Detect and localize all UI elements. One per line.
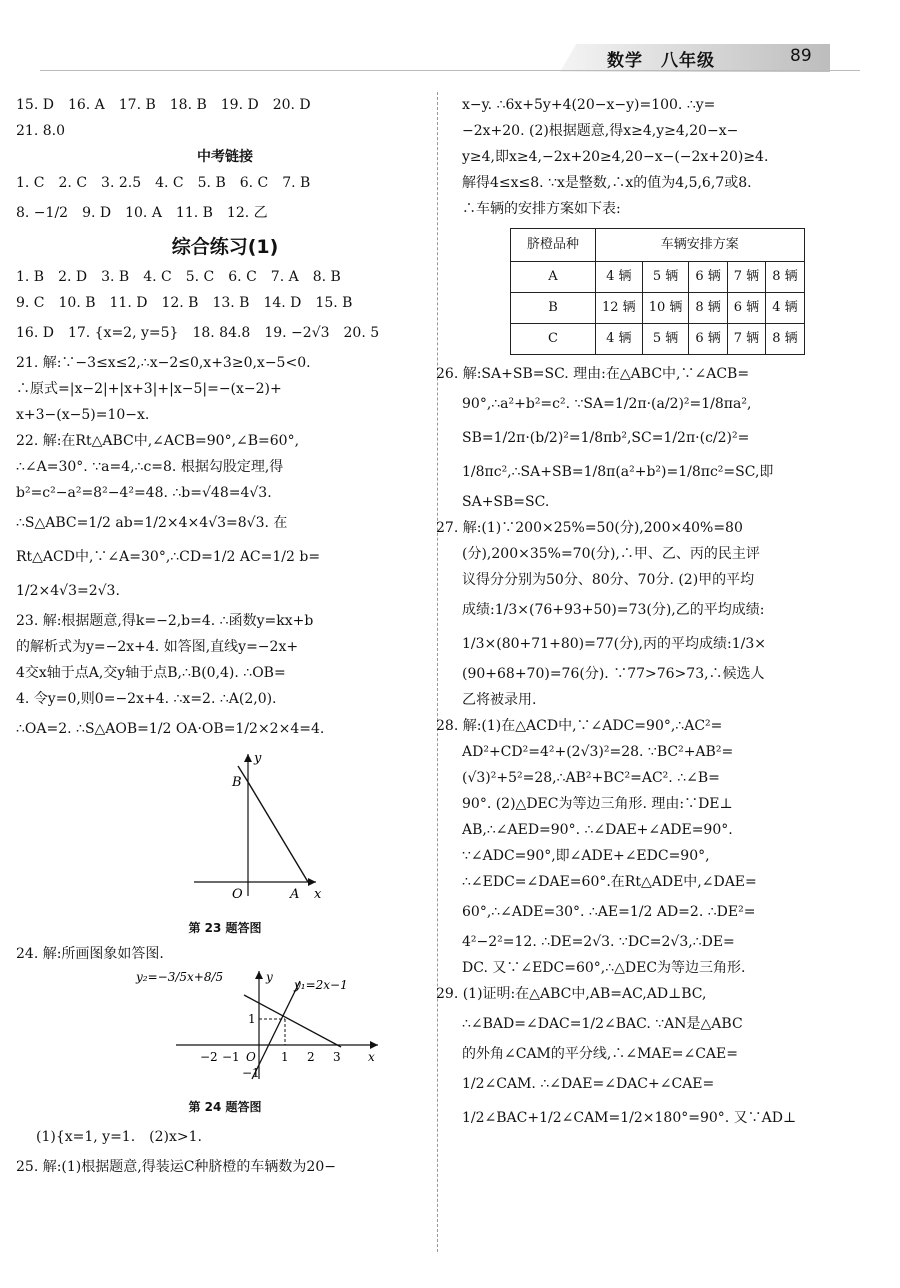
section-title-zhongkao: 中考链接 (197, 149, 253, 165)
solution-line: ∵∠ADC=90°,即∠ADE+∠EDC=90°, (462, 848, 710, 864)
table-cell: 6 辆 (689, 262, 727, 293)
fig23-line (248, 782, 308, 882)
solution-line: 21. 解:∵−3≤x≤2,∴x−2≤0,x+3≥0,x−5<0. (16, 355, 311, 371)
solution-line: (90+68+70)=76(分). ∵77>76>73,∴候选人 (462, 666, 765, 682)
fig24-tick: 1 (281, 1050, 289, 1064)
answer-line: 1. B 2. D 3. B 4. C 5. C 6. C 7. A 8. B (16, 269, 341, 285)
table-row (511, 324, 805, 355)
solution-line: 的外角∠CAM的平分线,∴∠MAE=∠CAE= (462, 1046, 738, 1062)
table-cell: C (511, 324, 596, 355)
solution-line: ∴原式=|x−2|+|x+3|+|x−5|=−(x−2)+ (16, 381, 282, 397)
solution-line: 4. 令y=0,则0=−2x+4. ∴x=2. ∴A(2,0). (16, 691, 277, 707)
solution-line: 成绩:1/3×(76+93+50)=73(分),乙的平均成绩: (462, 602, 765, 618)
solution-line: x+3−(x−5)=10−x. (16, 407, 150, 423)
solution-line: 1/2∠CAM. ∴∠DAE=∠DAC+∠CAE= (462, 1076, 715, 1092)
solution-line: (分),200×35%=70(分),∴甲、乙、丙的民主评 (462, 546, 760, 562)
solution-line: 90°. (2)△DEC为等边三角形. 理由:∵DE⊥ (462, 796, 733, 812)
solution-line: 1/8πc²,∴SA+SB=1/8π(a²+b²)=1/8πc²=SC,即 (462, 464, 774, 480)
solution-line: 90°,∴a²+b²=c². ∵SA=1/2π·(a/2)²=1/8πa², (462, 396, 752, 412)
fig24-tick: 2 (307, 1050, 315, 1064)
solution-line: 议得分分别为50分、80分、70分. (2)甲的平均 (462, 572, 755, 588)
solution-line: 1/3×(80+71+80)=77(分),丙的平均成绩:1/3× (462, 636, 766, 652)
left-column (16, 92, 434, 1180)
table-header-row (511, 229, 805, 262)
table-cell: 6 辆 (689, 324, 727, 355)
solution-line: ∴∠BAD=∠DAC=1/2∠BAC. ∵AN是△ABC (462, 1016, 743, 1032)
fig24-label-x: x (368, 1050, 375, 1064)
answer-line: 16. D 17. {x=2, y=5} 18. 84.8 19. −2√3 20. 5 (16, 325, 380, 341)
solution-line: (1){x=1, y=1. (2)x>1. (36, 1129, 202, 1145)
table-header: 车辆安排方案 (596, 229, 805, 262)
solution-line: ∴OA=2. ∴S△AOB=1/2 OA·OB=1/2×2×4=4. (16, 721, 325, 737)
fig23-x-arrow (308, 878, 316, 886)
fig24-tick: 3 (333, 1050, 341, 1064)
solution-line: 25. 解:(1)根据题意,得装运C种脐橙的车辆数为20− (16, 1159, 336, 1175)
solution-line: y≥4,即x≥4,−2x+20≥4,20−x−(−2x+20)≥4. (462, 149, 769, 165)
fig24-y-arrow (255, 971, 263, 979)
solution-line: 28. 解:(1)在△ACD中,∵∠ADC=90°,∴AC²= (436, 718, 723, 734)
fig23-label-O: O (232, 887, 243, 902)
fig23-label-y: y (254, 751, 262, 766)
fig24-tick: 1 (248, 1012, 256, 1026)
section-title-practice: 综合练习(1) (171, 236, 279, 258)
fig23-label-B: B (232, 775, 242, 790)
solution-line: DC. 又∵∠EDC=60°,∴△DEC为等边三角形. (462, 960, 746, 976)
answer-line: 8. −1/2 9. D 10. A 11. B 12. 乙 (16, 205, 268, 221)
table-cell: 6 辆 (727, 293, 765, 324)
solution-line: 4²−2²=12. ∴DE=2√3. ∵DC=2√3,∴DE= (462, 934, 735, 950)
fig24-tick: −1 (222, 1050, 240, 1064)
answer-line: 15. D 16. A 17. B 18. B 19. D 20. D (16, 97, 311, 113)
table-cell: 12 辆 (596, 293, 643, 324)
solution-line: 24. 解:所画图象如答图. (16, 946, 164, 962)
solution-line: 1/2∠BAC+1/2∠CAM=1/2×180°=90°. 又∵AD⊥ (462, 1110, 797, 1126)
table-cell: A (511, 262, 596, 293)
table-cell: 8 辆 (766, 262, 804, 293)
page-number: 89 (790, 46, 812, 66)
solution-line: Rt△ACD中,∵∠A=30°,∴CD=1/2 AC=1/2 b= (16, 549, 321, 565)
table-row (511, 293, 805, 324)
table-cell: 8 辆 (689, 293, 727, 324)
solution-line: 26. 解:SA+SB=SC. 理由:在△ABC中,∵∠ACB= (436, 366, 750, 382)
table-cell: 7 辆 (727, 324, 765, 355)
table-cell: 4 辆 (766, 293, 804, 324)
fig24-label-y: y (266, 970, 273, 984)
figure-23 (16, 746, 434, 906)
table-cell: 5 辆 (642, 324, 689, 355)
solution-line: ∴车辆的安排方案如下表: (462, 201, 621, 217)
table-cell: 8 辆 (766, 324, 804, 355)
solution-line: 60°,∴∠ADE=30°. ∴AE=1/2 AD=2. ∴DE²= (462, 904, 756, 920)
table-cell: 4 辆 (596, 324, 643, 355)
solution-line: ∴∠EDC=∠DAE=60°.在Rt△ADE中,∠DAE= (462, 874, 757, 890)
header-subject: 数学 八年级 (607, 51, 715, 71)
table-cell: B (511, 293, 596, 324)
fig23-label-x: x (314, 887, 322, 902)
fig24-label-y2: y₂=−3/5x+8/5 (136, 970, 224, 984)
solution-line: 22. 解:在Rt△ABC中,∠ACB=90°,∠B=60°, (16, 433, 300, 449)
table-row (511, 262, 805, 293)
table-cell: 10 辆 (642, 293, 689, 324)
table-cell: 5 辆 (642, 262, 689, 293)
solution-line: b²=c²−a²=8²−4²=48. ∴b=√48=4√3. (16, 485, 272, 501)
fig23-y-arrow (244, 754, 252, 762)
answer-line: 1. C 2. C 3. 2.5 4. C 5. B 6. C 7. B (16, 175, 311, 191)
solution-line: 29. (1)证明:在△ABC中,AB=AC,AD⊥BC, (436, 986, 707, 1002)
fig24-tick: −2 (200, 1050, 218, 1064)
fig24-label-O: O (246, 1050, 256, 1064)
fig24-caption: 第 24 题答图 (188, 1100, 262, 1114)
solution-line: x−y. ∴6x+5y+4(20−x−y)=100. ∴y= (462, 97, 716, 113)
solution-line: 的解析式为y=−2x+4. 如答图,直线y=−2x+ (16, 639, 299, 655)
solution-line: 4交x轴于点A,交y轴于点B,∴B(0,4). ∴OB= (16, 665, 286, 681)
solution-line: 23. 解:根据题意,得k=−2,b=4. ∴函数y=kx+b (16, 613, 314, 629)
table-cell: 4 辆 (596, 262, 643, 293)
solution-line: 27. 解:(1)∵200×25%=50(分),200×40%=80 (436, 520, 743, 536)
solution-line: AD²+CD²=4²+(2√3)²=28. ∵BC²+AB²= (462, 744, 734, 760)
table-cell: 7 辆 (727, 262, 765, 293)
header-rule (40, 70, 860, 71)
solution-line: −2x+20. (2)根据题意,得x≥4,y≥4,20−x− (462, 123, 739, 139)
solution-line: SA+SB=SC. (462, 494, 550, 510)
fig24-label-y1: y₁=2x−1 (294, 978, 348, 992)
fig24-x-arrow (370, 1041, 378, 1049)
solution-line: 乙将被录用. (462, 692, 537, 708)
arrangement-table (510, 228, 805, 355)
solution-line: (√3)²+5²=28,∴AB²+BC²=AC². ∴∠B= (462, 770, 720, 786)
solution-line: AB,∴∠AED=90°. ∴∠DAE+∠ADE=90°. (462, 822, 733, 838)
answer-line: 21. 8.0 (16, 123, 65, 139)
solution-line: SB=1/2π·(b/2)²=1/8πb²,SC=1/2π·(c/2)²= (462, 430, 750, 446)
table-header: 脐橙品种 (511, 229, 596, 262)
solution-line: 解得4≤x≤8. ∵x是整数,∴x的值为4,5,6,7或8. (462, 175, 752, 191)
figure-24 (16, 967, 434, 1085)
column-divider (437, 92, 438, 1252)
solution-line: 1/2×4√3=2√3. (16, 583, 120, 599)
solution-line: ∴∠A=30°. ∵a=4,∴c=8. 根据勾股定理,得 (16, 459, 284, 475)
answer-line: 9. C 10. B 11. D 12. B 13. B 14. D 15. B (16, 295, 353, 311)
fig23-caption: 第 23 题答图 (188, 921, 262, 935)
right-column (436, 92, 846, 1135)
solution-line: ∴S△ABC=1/2 ab=1/2×4×4√3=8√3. 在 (16, 515, 288, 531)
fig23-label-A: A (290, 887, 300, 902)
fig24-tick: −1 (242, 1066, 260, 1080)
